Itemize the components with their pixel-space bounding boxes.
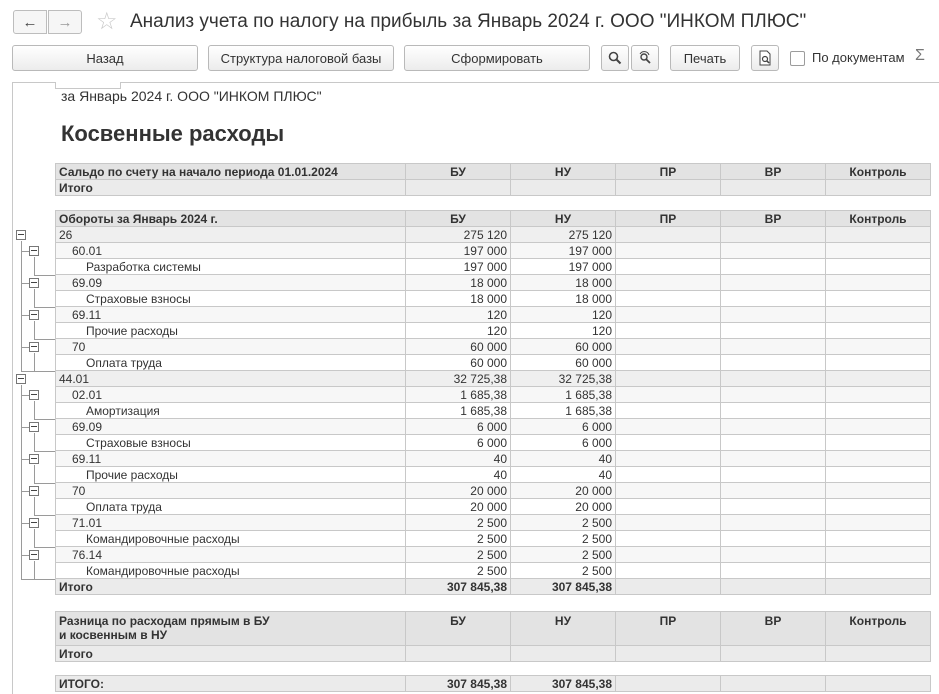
row-nu: 120	[511, 323, 616, 339]
row-pr	[616, 243, 721, 259]
row-vr	[721, 259, 826, 275]
table-row[interactable]	[56, 451, 931, 467]
row-label: Страховые взносы	[56, 291, 406, 307]
opening-total-row	[56, 180, 931, 196]
by-documents-checkbox[interactable]	[790, 51, 805, 66]
row-vr	[721, 275, 826, 291]
tree-connector-line	[21, 241, 22, 371]
row-bu: 275 120	[406, 227, 511, 243]
row-nu: 18 000	[511, 291, 616, 307]
row-vr	[721, 547, 826, 563]
tree-connector-line	[34, 515, 55, 516]
row-control	[826, 499, 931, 515]
table-row[interactable]	[56, 291, 931, 307]
row-label: Командировочные расходы	[56, 531, 406, 547]
back-arrow-button[interactable]	[13, 10, 47, 34]
table-row[interactable]	[56, 339, 931, 355]
collapse-toggle-icon[interactable]	[29, 278, 39, 288]
row-nu: 1 685,38	[511, 387, 616, 403]
opening-balance-table	[55, 163, 931, 196]
row-nu: 2 500	[511, 547, 616, 563]
row-vr	[721, 355, 826, 371]
row-vr	[721, 227, 826, 243]
collapse-toggle-icon[interactable]	[29, 390, 39, 400]
row-bu: 197 000	[406, 243, 511, 259]
tree-connector-line	[22, 555, 29, 556]
difference-total-control	[826, 646, 931, 662]
collapse-toggle-icon[interactable]	[29, 486, 39, 496]
row-vr	[721, 483, 826, 499]
search-refresh-icon	[638, 51, 652, 65]
table-row[interactable]	[56, 307, 931, 323]
collapse-toggle-icon[interactable]	[29, 422, 39, 432]
row-label: 69.11	[56, 451, 406, 467]
turnover-total-control	[826, 579, 931, 595]
tree-connector-line	[34, 547, 55, 548]
row-nu: 2 500	[511, 515, 616, 531]
opening-total-pr	[616, 180, 721, 196]
collapse-toggle-icon[interactable]	[29, 454, 39, 464]
tree-connector-line	[34, 275, 55, 276]
favorite-star-icon[interactable]: ☆	[96, 8, 118, 35]
table-row[interactable]	[56, 499, 931, 515]
row-nu: 120	[511, 307, 616, 323]
row-control	[826, 371, 931, 387]
col-pr: ПР	[616, 211, 721, 227]
collapse-toggle-icon[interactable]	[29, 550, 39, 560]
row-label: 44.01	[56, 371, 406, 387]
row-bu: 18 000	[406, 275, 511, 291]
table-row[interactable]	[56, 547, 931, 563]
col-control: Контроль	[826, 164, 931, 180]
row-bu: 40	[406, 467, 511, 483]
row-control	[826, 291, 931, 307]
row-label: Оплата труда	[56, 499, 406, 515]
tree-connector-line	[34, 419, 55, 420]
col-control: Контроль	[826, 211, 931, 227]
row-pr	[616, 227, 721, 243]
row-bu: 18 000	[406, 291, 511, 307]
row-pr	[616, 259, 721, 275]
turnover-total-bu: 307 845,38	[406, 579, 511, 595]
grand-total-bu: 307 845,38	[406, 676, 511, 692]
tree-connector-line	[34, 561, 35, 579]
grand-total-label: ИТОГО:	[56, 676, 406, 692]
tree-connector-line	[34, 339, 55, 340]
difference-total-pr	[616, 646, 721, 662]
row-control	[826, 531, 931, 547]
row-vr	[721, 467, 826, 483]
tree-connector-line	[22, 523, 29, 524]
row-vr	[721, 563, 826, 579]
opening-total-nu	[511, 180, 616, 196]
row-vr	[721, 435, 826, 451]
row-label: 70	[56, 339, 406, 355]
row-vr	[721, 291, 826, 307]
window-title: Анализ учета по налогу на прибыль за Январь 2024 г. ООО "ИНКОМ ПЛЮС"	[130, 11, 807, 32]
table-row[interactable]	[56, 435, 931, 451]
tree-connector-line	[22, 395, 29, 396]
tree-connector-line	[34, 465, 35, 483]
turnover-total-vr	[721, 579, 826, 595]
table-row[interactable]	[56, 531, 931, 547]
row-pr	[616, 323, 721, 339]
row-bu: 2 500	[406, 515, 511, 531]
collapse-toggle-icon[interactable]	[29, 310, 39, 320]
collapse-toggle-icon[interactable]	[16, 374, 26, 384]
opening-total-label: Итого	[56, 180, 406, 196]
difference-table	[55, 611, 931, 662]
row-bu: 20 000	[406, 499, 511, 515]
row-label: Страховые взносы	[56, 435, 406, 451]
tree-connector-line	[34, 371, 55, 372]
col-vr: ВР	[721, 211, 826, 227]
row-label: 60.01	[56, 243, 406, 259]
row-bu: 120	[406, 307, 511, 323]
row-control	[826, 451, 931, 467]
row-label: Амортизация	[56, 403, 406, 419]
row-label: 71.01	[56, 515, 406, 531]
tree-connector-line	[34, 497, 35, 515]
row-control	[826, 275, 931, 291]
turnover-header-label: Обороты за Январь 2024 г.	[56, 211, 406, 227]
opening-total-vr	[721, 180, 826, 196]
forward-arrow-button[interactable]	[48, 10, 82, 34]
row-label: Разработка системы	[56, 259, 406, 275]
opening-total-bu	[406, 180, 511, 196]
table-row[interactable]	[56, 227, 931, 243]
row-vr	[721, 499, 826, 515]
row-vr	[721, 307, 826, 323]
table-row[interactable]	[56, 371, 931, 387]
col-control: Контроль	[826, 612, 931, 646]
row-nu: 20 000	[511, 499, 616, 515]
tree-connector-line	[22, 251, 29, 252]
difference-header-line2: и косвенным в НУ	[59, 628, 168, 642]
row-nu: 40	[511, 451, 616, 467]
col-bu: БУ	[406, 612, 511, 646]
row-control	[826, 339, 931, 355]
grand-total-pr	[616, 676, 721, 692]
row-vr	[721, 403, 826, 419]
row-vr	[721, 371, 826, 387]
row-bu: 2 500	[406, 547, 511, 563]
row-pr	[616, 531, 721, 547]
print-button[interactable]: Печать	[670, 45, 740, 71]
grand-total-control	[826, 676, 931, 692]
tree-connector-line	[22, 283, 29, 284]
table-row[interactable]	[56, 419, 931, 435]
row-vr	[721, 419, 826, 435]
row-bu: 32 725,38	[406, 371, 511, 387]
collapse-toggle-icon[interactable]	[29, 342, 39, 352]
table-row[interactable]	[56, 243, 931, 259]
row-label: Прочие расходы	[56, 467, 406, 483]
document-preview-icon	[758, 50, 772, 66]
row-vr	[721, 531, 826, 547]
row-label: Оплата труда	[56, 355, 406, 371]
table-row[interactable]	[56, 403, 931, 419]
row-bu: 120	[406, 323, 511, 339]
row-control	[826, 307, 931, 323]
col-vr: ВР	[721, 164, 826, 180]
row-pr	[616, 515, 721, 531]
preview-button[interactable]	[751, 45, 779, 71]
row-pr	[616, 291, 721, 307]
row-control	[826, 243, 931, 259]
row-nu: 60 000	[511, 355, 616, 371]
row-control	[826, 563, 931, 579]
difference-total-vr	[721, 646, 826, 662]
col-vr: ВР	[721, 612, 826, 646]
row-control	[826, 227, 931, 243]
row-control	[826, 323, 931, 339]
turnover-total-label: Итого	[56, 579, 406, 595]
row-pr	[616, 307, 721, 323]
col-bu: БУ	[406, 164, 511, 180]
tree-connector-line	[34, 529, 35, 547]
row-nu: 6 000	[511, 435, 616, 451]
grand-total-vr	[721, 676, 826, 692]
row-label: 70	[56, 483, 406, 499]
row-bu: 1 685,38	[406, 403, 511, 419]
grand-total-row	[56, 676, 931, 692]
row-control	[826, 483, 931, 499]
col-pr: ПР	[616, 164, 721, 180]
row-nu: 18 000	[511, 275, 616, 291]
tree-connector-line	[34, 257, 35, 275]
col-nu: НУ	[511, 612, 616, 646]
tree-connector-line	[34, 401, 35, 419]
tree-connector-line	[34, 451, 55, 452]
table-row[interactable]	[56, 515, 931, 531]
row-nu: 20 000	[511, 483, 616, 499]
row-vr	[721, 243, 826, 259]
row-control	[826, 547, 931, 563]
tree-connector-line	[22, 427, 29, 428]
tree-connector-line	[34, 307, 55, 308]
row-bu: 2 500	[406, 563, 511, 579]
turnover-header-row	[56, 211, 931, 227]
arrow-left-icon: ←	[22, 13, 38, 31]
row-pr	[616, 483, 721, 499]
table-row[interactable]	[56, 275, 931, 291]
row-nu: 60 000	[511, 339, 616, 355]
tree-connector-line	[34, 289, 35, 307]
row-pr	[616, 403, 721, 419]
row-control	[826, 259, 931, 275]
table-row[interactable]	[56, 355, 931, 371]
difference-total-label: Итого	[56, 646, 406, 662]
row-pr	[616, 355, 721, 371]
row-nu: 1 685,38	[511, 403, 616, 419]
tax-base-structure-button[interactable]: Структура налоговой базы	[208, 45, 394, 71]
grand-total-table	[55, 675, 931, 692]
row-vr	[721, 451, 826, 467]
arrow-right-icon: →	[57, 13, 73, 31]
tree-connector-line	[22, 459, 29, 460]
col-bu: БУ	[406, 211, 511, 227]
opening-header-label: Сальдо по счету на начало периода 01.01.2024	[56, 164, 406, 180]
table-row[interactable]	[56, 259, 931, 275]
row-label: 02.01	[56, 387, 406, 403]
tree-connector-line	[34, 433, 35, 451]
row-control	[826, 419, 931, 435]
title-bar	[0, 0, 939, 44]
row-pr	[616, 499, 721, 515]
row-pr	[616, 547, 721, 563]
row-bu: 60 000	[406, 339, 511, 355]
generate-button[interactable]: Сформировать	[404, 45, 590, 71]
tree-connector-line	[34, 321, 35, 339]
row-nu: 6 000	[511, 419, 616, 435]
search-clear-button[interactable]	[631, 45, 659, 71]
grand-total-nu: 307 845,38	[511, 676, 616, 692]
tree-connector-line	[22, 315, 29, 316]
table-row[interactable]	[56, 483, 931, 499]
row-label: 76.14	[56, 547, 406, 563]
row-control	[826, 403, 931, 419]
collapse-toggle-icon[interactable]	[16, 230, 26, 240]
table-row[interactable]	[56, 387, 931, 403]
table-row[interactable]	[56, 323, 931, 339]
row-control	[826, 467, 931, 483]
turnover-total-nu: 307 845,38	[511, 579, 616, 595]
difference-header-line1: Разница по расходам прямым в БУ	[59, 614, 270, 628]
search-icon	[608, 51, 622, 65]
difference-header-label	[56, 612, 406, 646]
collapse-toggle-icon[interactable]	[29, 246, 39, 256]
row-control	[826, 387, 931, 403]
tree-connector-line	[34, 353, 35, 371]
row-bu: 60 000	[406, 355, 511, 371]
search-button[interactable]	[601, 45, 629, 71]
turnover-table	[55, 210, 931, 595]
row-nu: 32 725,38	[511, 371, 616, 387]
row-vr	[721, 387, 826, 403]
row-bu: 2 500	[406, 531, 511, 547]
by-documents-label: По документам	[812, 50, 905, 65]
opening-total-control	[826, 180, 931, 196]
row-bu: 40	[406, 451, 511, 467]
row-pr	[616, 387, 721, 403]
row-pr	[616, 339, 721, 355]
row-vr	[721, 323, 826, 339]
tree-connector-line	[21, 385, 22, 579]
turnover-total-pr	[616, 579, 721, 595]
row-label: 69.11	[56, 307, 406, 323]
turnover-rows	[56, 227, 931, 579]
sum-sigma-icon[interactable]: Σ	[915, 47, 925, 64]
row-nu: 2 500	[511, 563, 616, 579]
row-control	[826, 435, 931, 451]
row-nu: 197 000	[511, 243, 616, 259]
row-label: Командировочные расходы	[56, 563, 406, 579]
row-nu: 40	[511, 467, 616, 483]
row-pr	[616, 275, 721, 291]
col-nu: НУ	[511, 211, 616, 227]
row-nu: 197 000	[511, 259, 616, 275]
report-heading: Косвенные расходы	[61, 121, 285, 146]
row-label: Прочие расходы	[56, 323, 406, 339]
row-bu: 6 000	[406, 435, 511, 451]
turnover-total-row	[56, 579, 931, 595]
row-nu: 2 500	[511, 531, 616, 547]
row-bu: 20 000	[406, 483, 511, 499]
row-label: 69.09	[56, 419, 406, 435]
row-pr	[616, 467, 721, 483]
row-bu: 1 685,38	[406, 387, 511, 403]
row-pr	[616, 435, 721, 451]
row-pr	[616, 371, 721, 387]
back-button[interactable]: Назад	[12, 45, 198, 71]
row-bu: 6 000	[406, 419, 511, 435]
tree-connector-line	[34, 483, 55, 484]
row-vr	[721, 515, 826, 531]
collapse-toggle-icon[interactable]	[29, 518, 39, 528]
tree-connector-line	[34, 579, 55, 580]
col-pr: ПР	[616, 612, 721, 646]
difference-header-row	[56, 612, 931, 646]
difference-total-bu	[406, 646, 511, 662]
tree-connector-line	[22, 347, 29, 348]
difference-total-row	[56, 646, 931, 662]
row-nu: 275 120	[511, 227, 616, 243]
table-row[interactable]	[56, 467, 931, 483]
tree-connector-line	[22, 491, 29, 492]
row-control	[826, 355, 931, 371]
row-pr	[616, 419, 721, 435]
row-pr	[616, 563, 721, 579]
report-subtitle: за Январь 2024 г. ООО "ИНКОМ ПЛЮС"	[61, 88, 322, 104]
row-control	[826, 515, 931, 531]
difference-total-nu	[511, 646, 616, 662]
row-bu: 197 000	[406, 259, 511, 275]
row-label: 26	[56, 227, 406, 243]
opening-header-row	[56, 164, 931, 180]
row-vr	[721, 339, 826, 355]
row-label: 69.09	[56, 275, 406, 291]
table-row[interactable]	[56, 563, 931, 579]
col-nu: НУ	[511, 164, 616, 180]
row-pr	[616, 451, 721, 467]
